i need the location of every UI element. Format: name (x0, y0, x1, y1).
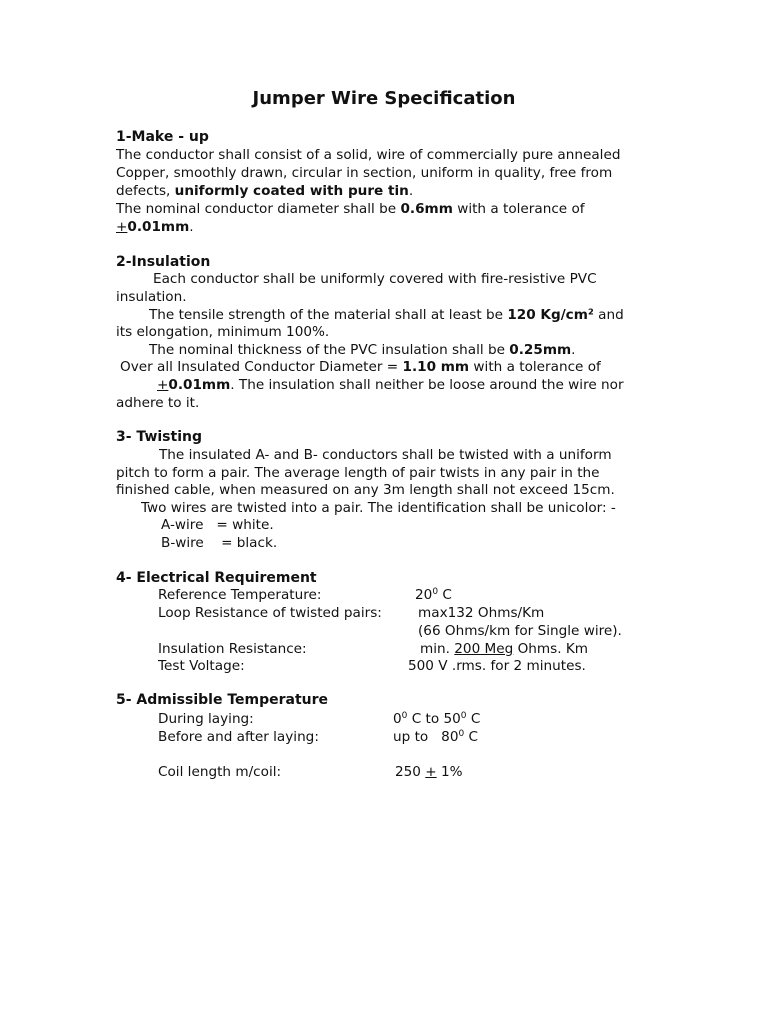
wire-color-a: A-wire = white. (161, 517, 274, 533)
spec-label: Test Voltage: (158, 658, 245, 674)
section-heading-electrical: 4- Electrical Requirement (116, 570, 317, 586)
spec-value: min. 200 Meg Ohms. Km (420, 641, 589, 657)
paragraph-line: +0.01mm. (116, 219, 194, 235)
spec-value: $0^0$ C to $50^0$ C (393, 711, 481, 727)
spec-label: Coil length m/coil: (158, 764, 282, 780)
paragraph-line: Copper, smoothly drawn, circular in section, uniform in quality, free from (116, 165, 613, 181)
wire-color-b: B-wire = black. (161, 535, 278, 551)
paragraph-line: finished cable, when measured on any 3m length shall not exceed 15cm. (116, 482, 615, 498)
spec-note: (66 Ohms/km for Single wire). (418, 623, 622, 639)
paragraph-line: The conductor shall consist of a solid, wire of commercially pure annealed (116, 147, 621, 163)
paragraph-line: +0.01mm. The insulation shall neither be loose around the wire nor (157, 377, 624, 393)
paragraph-line: The insulated A- and B- conductors shall be twisted with a uniform (159, 447, 612, 463)
paragraph-line: The nominal conductor diameter shall be 0.6mm with a tolerance of (116, 201, 585, 217)
paragraph-line: its elongation, minimum 100%. (116, 324, 330, 340)
paragraph-line: insulation. (116, 289, 187, 305)
paragraph-line: Two wires are twisted into a pair. The identification shall be unicolor: - (141, 500, 616, 516)
spec-label: Insulation Resistance: (158, 641, 307, 657)
paragraph-line: Over all Insulated Conductor Diameter = 1.10 mm with a tolerance of (120, 359, 601, 375)
plus-minus-symbol: + (116, 219, 128, 235)
paragraph-line: pitch to form a pair. The average length of pair twists in any pair in the (116, 465, 600, 481)
spec-value: $20^0$ C (415, 587, 452, 603)
spec-label: Reference Temperature: (158, 587, 322, 603)
paragraph-line: Each conductor shall be uniformly covered with fire-resistive PVC (153, 271, 597, 287)
spec-label: During laying: (158, 711, 254, 727)
spec-label: Loop Resistance of twisted pairs: (158, 605, 382, 621)
section-heading-insulation: 2-Insulation (116, 254, 211, 270)
spec-value: max132 Ohms/Km (418, 605, 545, 621)
paragraph-line: defects, uniformly coated with pure tin. (116, 183, 414, 199)
paragraph-line: adhere to it. (116, 395, 200, 411)
document-title: Jumper Wire Specification (252, 88, 516, 109)
spec-label: Before and after laying: (158, 729, 319, 745)
spec-value: 250 + 1% (395, 764, 463, 780)
section-heading-twisting: 3- Twisting (116, 429, 202, 445)
plus-minus-symbol: + (425, 764, 437, 780)
plus-minus-symbol: + (157, 377, 169, 393)
section-heading-make-up: 1-Make - up (116, 129, 209, 145)
paragraph-line: The tensile strength of the material shall at least be 120 Kg/cm² and (149, 307, 624, 323)
section-heading-temperature: 5- Admissible Temperature (116, 692, 329, 708)
spec-value: 500 V .rms. for 2 minutes. (408, 658, 586, 674)
paragraph-line: The nominal thickness of the PVC insulation shall be 0.25mm. (149, 342, 576, 358)
spec-value: up to $80^0$ C (393, 729, 479, 745)
